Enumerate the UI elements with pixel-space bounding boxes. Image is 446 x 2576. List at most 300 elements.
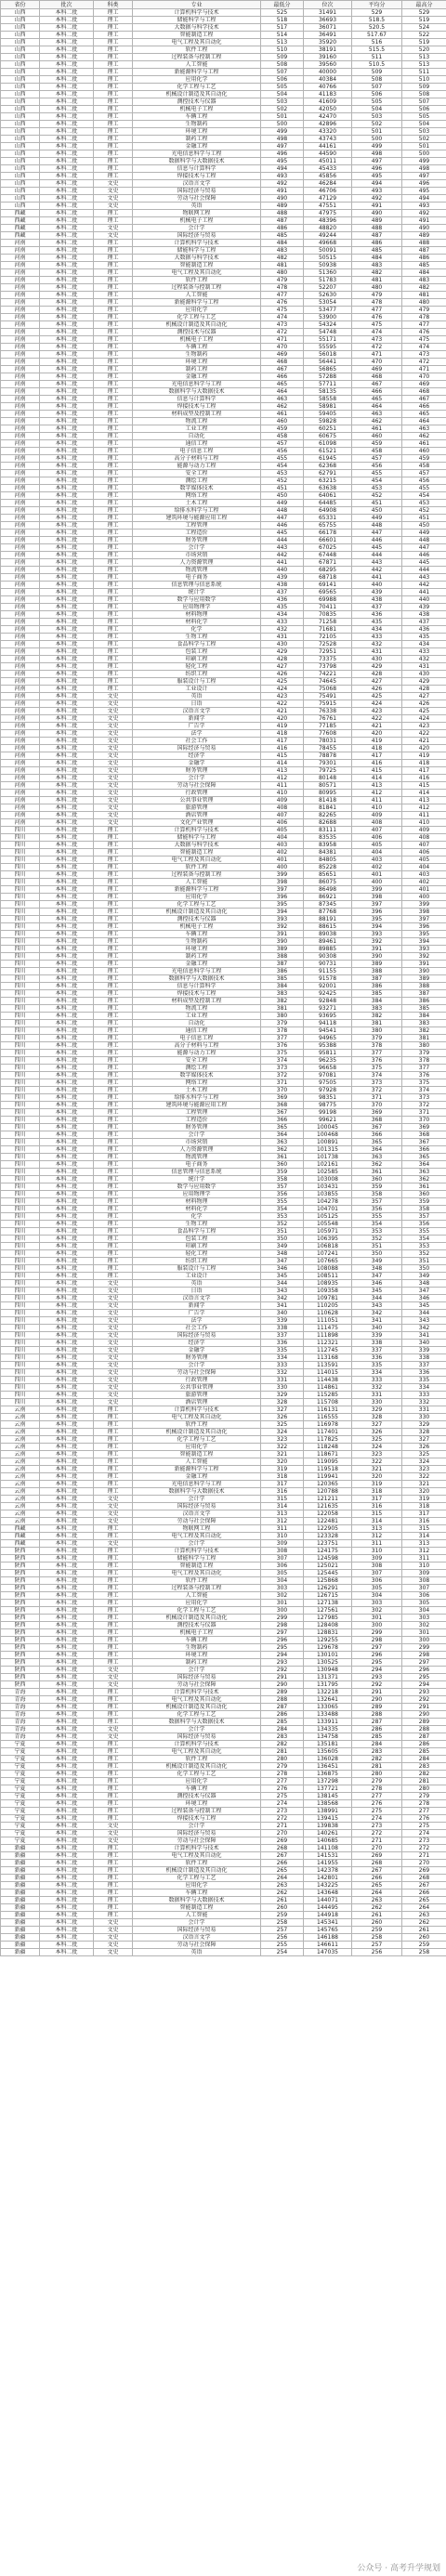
cell-rank: 123751: [304, 1540, 352, 1548]
cell-max-score: 491: [402, 217, 446, 225]
cell-subject: 理工: [94, 1763, 133, 1771]
table-row: [1, 953, 446, 961]
cell-max-score: 274: [402, 1830, 446, 1837]
cell-max-score: 264: [402, 1904, 446, 1912]
cell-major: 工业设计: [133, 1273, 261, 1280]
cell-subject: 理工: [94, 106, 133, 113]
cell-province: 河南: [1, 515, 40, 522]
cell-avg-score: 395: [352, 916, 402, 923]
cell-major: 新能源科学与工程: [133, 1466, 261, 1473]
table-row: [1, 909, 446, 916]
cell-max-score: 305: [402, 1600, 446, 1607]
cell-subject: 理工: [94, 76, 133, 84]
cell-max-score: 487: [402, 247, 446, 255]
table-row: [1, 165, 446, 173]
cell-province: 四川: [1, 1317, 40, 1325]
cell-subject: 文史: [94, 1384, 133, 1392]
cell-min-score: 505: [261, 84, 304, 91]
cell-batch: 本科二批: [40, 1273, 94, 1280]
cell-avg-score: 415: [352, 767, 402, 775]
cell-max-score: 311: [402, 1555, 446, 1563]
cell-subject: 理工: [94, 1198, 133, 1206]
cell-major: 计算机科学与技术: [133, 1689, 261, 1696]
cell-major: 机械电子工程: [133, 1629, 261, 1637]
cell-max-score: 498: [402, 165, 446, 173]
table-row: [1, 522, 446, 530]
cell-batch: 本科二批: [40, 760, 94, 767]
cell-rank: 117401: [304, 1429, 352, 1436]
cell-subject: 文史: [94, 1667, 133, 1674]
cell-province: 新疆: [1, 1852, 40, 1860]
cell-max-score: 290: [402, 1711, 446, 1719]
cell-avg-score: 334: [352, 1369, 402, 1377]
cell-rank: 121211: [304, 1496, 352, 1503]
cell-province: 云南: [1, 1496, 40, 1503]
cell-major: 材料物理: [133, 611, 261, 619]
cell-province: 青海: [1, 1704, 40, 1711]
cell-min-score: 510: [261, 46, 304, 54]
cell-min-score: 377: [261, 1035, 304, 1042]
cell-avg-score: 335: [352, 1362, 402, 1369]
table-row: [1, 1778, 446, 1785]
cell-province: 山西: [1, 158, 40, 165]
cell-batch: 本科二批: [40, 1644, 94, 1652]
table-row: [1, 1183, 446, 1191]
table-row: [1, 790, 446, 797]
cell-min-score: 509: [261, 54, 304, 61]
cell-rank: 141531: [304, 1852, 352, 1860]
cell-batch: 本科二批: [40, 492, 94, 500]
cell-province: 宁夏: [1, 1800, 40, 1808]
cell-batch: 本科二批: [40, 1154, 94, 1161]
cell-subject: 理工: [94, 477, 133, 485]
table-row: [1, 1042, 446, 1050]
cell-max-score: 269: [402, 1867, 446, 1875]
cell-major: 人工智能: [133, 1458, 261, 1466]
cell-major: 印刷工程: [133, 656, 261, 663]
cell-rank: 147035: [304, 1949, 352, 1956]
cell-min-score: 330: [261, 1384, 304, 1392]
table-row: [1, 98, 446, 106]
cell-major: 储能科学与工程: [133, 834, 261, 842]
cell-avg-score: 327: [352, 1421, 402, 1429]
cell-major: 电气工程及其自动化: [133, 1696, 261, 1704]
cell-batch: 本科二批: [40, 1934, 94, 1942]
cell-rank: 71258: [304, 619, 352, 626]
cell-max-score: 489: [402, 232, 446, 240]
cell-major: 计算机科学与技术: [133, 240, 261, 247]
cell-province: 山西: [1, 173, 40, 180]
cell-rank: 40384: [304, 76, 352, 84]
cell-subject: 理工: [94, 886, 133, 894]
cell-province: 西藏: [1, 1525, 40, 1533]
cell-batch: 本科二批: [40, 975, 94, 983]
cell-province: 宁夏: [1, 1748, 40, 1756]
cell-batch: 本科二批: [40, 1696, 94, 1704]
cell-major: 数据科学与大数据技术: [133, 388, 261, 396]
cell-rank: 146611: [304, 1942, 352, 1949]
cell-subject: 文史: [94, 738, 133, 745]
cell-province: 陕西: [1, 1667, 40, 1674]
cell-max-score: 386: [402, 998, 446, 1005]
cell-province: 新疆: [1, 1919, 40, 1927]
table-row: [1, 440, 446, 448]
cell-max-score: 344: [402, 1310, 446, 1317]
cell-province: 四川: [1, 1161, 40, 1169]
cell-batch: 本科二批: [40, 507, 94, 515]
table-row: [1, 975, 446, 983]
cell-min-score: 373: [261, 1065, 304, 1072]
cell-max-score: 524: [402, 24, 446, 32]
cell-subject: 文史: [94, 1674, 133, 1681]
cell-avg-score: 478: [352, 299, 402, 307]
cell-batch: 本科二批: [40, 329, 94, 336]
cell-min-score: 457: [261, 440, 304, 448]
cell-subject: 文史: [94, 1392, 133, 1399]
cell-province: 河南: [1, 463, 40, 470]
cell-min-score: 474: [261, 314, 304, 321]
table-row: [1, 671, 446, 678]
cell-avg-score: 457: [352, 455, 402, 463]
cell-batch: 本科二批: [40, 700, 94, 708]
cell-rank: 126715: [304, 1592, 352, 1600]
cell-rank: 42470: [304, 113, 352, 121]
cell-rank: 97505: [304, 1079, 352, 1087]
cell-rank: 66601: [304, 537, 352, 544]
cell-province: 西藏: [1, 232, 40, 240]
cell-major: 环境工程: [133, 359, 261, 366]
cell-avg-score: 490: [352, 210, 402, 217]
table-row: [1, 871, 446, 879]
cell-min-score: 280: [261, 1756, 304, 1763]
cell-subject: 理工: [94, 17, 133, 24]
cell-batch: 本科二批: [40, 225, 94, 232]
table-row: [1, 9, 446, 17]
cell-avg-score: 517.67: [352, 32, 402, 39]
cell-batch: 本科二批: [40, 180, 94, 188]
cell-province: 河南: [1, 403, 40, 411]
cell-batch: 本科二批: [40, 351, 94, 359]
cell-rank: 102161: [304, 1161, 352, 1169]
cell-avg-score: 484: [352, 255, 402, 262]
cell-major: 法学: [133, 1317, 261, 1325]
cell-province: 山西: [1, 91, 40, 98]
cell-province: 河南: [1, 544, 40, 552]
cell-province: 山西: [1, 195, 40, 203]
cell-batch: 本科二批: [40, 9, 94, 17]
table-row: [1, 240, 446, 247]
cell-max-score: 277: [402, 1808, 446, 1815]
cell-avg-score: 421: [352, 723, 402, 730]
table-row: [1, 46, 446, 54]
header-rank: 位次: [304, 1, 352, 9]
cell-rank: 43743: [304, 136, 352, 143]
cell-province: 河南: [1, 440, 40, 448]
cell-max-score: 308: [402, 1577, 446, 1585]
cell-min-score: 363: [261, 1139, 304, 1146]
cell-avg-score: 438: [352, 596, 402, 604]
cell-province: 陕西: [1, 1681, 40, 1689]
cell-min-score: 444: [261, 537, 304, 544]
cell-max-score: 476: [402, 329, 446, 336]
cell-batch: 本科二批: [40, 418, 94, 425]
cell-batch: 本科二批: [40, 91, 94, 98]
header-avg-score: 平均分: [352, 1, 402, 9]
cell-major: 材料成型及控制工程: [133, 998, 261, 1005]
cell-batch: 本科二批: [40, 1087, 94, 1094]
cell-major: 生物制药: [133, 121, 261, 128]
cell-province: 四川: [1, 1273, 40, 1280]
cell-rank: 98775: [304, 1102, 352, 1109]
cell-avg-score: 472: [352, 344, 402, 351]
cell-min-score: 496: [261, 150, 304, 158]
cell-major: 机械电子工程: [133, 923, 261, 931]
cell-max-score: 464: [402, 418, 446, 425]
cell-avg-score: 268: [352, 1860, 402, 1867]
cell-min-score: 460: [261, 418, 304, 425]
cell-province: 四川: [1, 1399, 40, 1406]
cell-major: 建筑环境与能源应用工程: [133, 1102, 261, 1109]
table-row: [1, 983, 446, 990]
cell-province: 河南: [1, 648, 40, 656]
cell-min-score: 456: [261, 448, 304, 455]
cell-rank: 65331: [304, 515, 352, 522]
cell-batch: 本科二批: [40, 1882, 94, 1890]
cell-avg-score: 390: [352, 953, 402, 961]
cell-province: 云南: [1, 1436, 40, 1444]
cell-max-score: 314: [402, 1533, 446, 1540]
cell-rank: 144495: [304, 1904, 352, 1912]
cell-avg-score: 338: [352, 1340, 402, 1347]
cell-max-score: 480: [402, 299, 446, 307]
cell-avg-score: 435: [352, 619, 402, 626]
cell-province: 四川: [1, 1288, 40, 1295]
cell-min-score: 424: [261, 686, 304, 693]
cell-major: 新闻学: [133, 1302, 261, 1310]
cell-major: 电气工程及其自动化: [133, 1852, 261, 1860]
cell-major: 电子商务: [133, 574, 261, 582]
table-row: [1, 559, 446, 567]
cell-subject: 理工: [94, 463, 133, 470]
cell-major: 旅游管理: [133, 804, 261, 812]
table-row: [1, 1882, 446, 1890]
cell-avg-score: 446: [352, 537, 402, 544]
cell-rank: 127138: [304, 1600, 352, 1607]
cell-batch: 本科二批: [40, 1072, 94, 1079]
cell-rank: 58135: [304, 388, 352, 396]
cell-batch: 本科二批: [40, 790, 94, 797]
table-row: [1, 544, 446, 552]
cell-subject: 文史: [94, 1503, 133, 1510]
cell-rank: 68295: [304, 567, 352, 574]
cell-batch: 本科二批: [40, 1243, 94, 1250]
cell-major: 机械电子工程: [133, 336, 261, 344]
cell-major: 酒店管理: [133, 812, 261, 819]
cell-max-score: 360: [402, 1191, 446, 1198]
cell-province: 山西: [1, 84, 40, 91]
cell-rank: 59405: [304, 411, 352, 418]
cell-min-score: 334: [261, 1354, 304, 1362]
cell-major: 英语: [133, 1280, 261, 1288]
cell-province: 云南: [1, 1488, 40, 1496]
cell-min-score: 270: [261, 1830, 304, 1837]
cell-batch: 本科二批: [40, 1332, 94, 1340]
cell-batch: 本科二批: [40, 797, 94, 804]
table-row: [1, 1065, 446, 1072]
cell-max-score: 455: [402, 485, 446, 492]
cell-avg-score: 365: [352, 1139, 402, 1146]
cell-rank: 128831: [304, 1629, 352, 1637]
table-row: [1, 39, 446, 46]
cell-subject: 理工: [94, 1250, 133, 1258]
cell-rank: 86921: [304, 894, 352, 901]
cell-min-score: 281: [261, 1748, 304, 1756]
cell-province: 山西: [1, 188, 40, 195]
cell-batch: 本科二批: [40, 1035, 94, 1042]
cell-province: 青海: [1, 1733, 40, 1741]
cell-major: 信息与计算科学: [133, 396, 261, 403]
cell-province: 山西: [1, 121, 40, 128]
cell-batch: 本科二批: [40, 373, 94, 381]
cell-major: 环境工程: [133, 128, 261, 136]
cell-avg-score: 380: [352, 1027, 402, 1035]
cell-subject: 理工: [94, 143, 133, 150]
cell-avg-score: 258: [352, 1934, 402, 1942]
cell-min-score: 341: [261, 1302, 304, 1310]
table-row: [1, 1622, 446, 1629]
cell-avg-score: 501: [352, 128, 402, 136]
cell-min-score: 468: [261, 359, 304, 366]
cell-province: 河南: [1, 366, 40, 373]
cell-min-score: 312: [261, 1518, 304, 1525]
table-row: [1, 1109, 446, 1117]
cell-avg-score: 281: [352, 1763, 402, 1771]
cell-min-score: 413: [261, 767, 304, 775]
cell-max-score: 326: [402, 1444, 446, 1451]
cell-major: 软件工程: [133, 1577, 261, 1585]
cell-province: 山西: [1, 24, 40, 32]
cell-rank: 92425: [304, 990, 352, 998]
cell-province: 宁夏: [1, 1741, 40, 1748]
cell-major: 焊接技术与工程: [133, 173, 261, 180]
cell-batch: 本科二批: [40, 1837, 94, 1845]
cell-subject: 文史: [94, 195, 133, 203]
cell-max-score: 315: [402, 1525, 446, 1533]
cell-max-score: 273: [402, 1837, 446, 1845]
cell-rank: 87345: [304, 901, 352, 909]
cell-rank: 145765: [304, 1927, 352, 1934]
cell-batch: 本科二批: [40, 842, 94, 849]
cell-min-score: 447: [261, 515, 304, 522]
cell-major: 新能源科学与工程: [133, 886, 261, 894]
cell-rank: 84805: [304, 856, 352, 864]
table-row: [1, 938, 446, 946]
cell-batch: 本科二批: [40, 1860, 94, 1867]
cell-min-score: 329: [261, 1392, 304, 1399]
cell-min-score: 497: [261, 143, 304, 150]
cell-province: 青海: [1, 1719, 40, 1726]
cell-min-score: 290: [261, 1681, 304, 1689]
cell-subject: 理工: [94, 567, 133, 574]
cell-max-score: 435: [402, 634, 446, 641]
cell-min-score: 266: [261, 1860, 304, 1867]
cell-rank: 142378: [304, 1867, 352, 1875]
cell-subject: 理工: [94, 916, 133, 923]
cell-major: 应用化学: [133, 1600, 261, 1607]
cell-min-score: 490: [261, 195, 304, 203]
cell-max-score: 322: [402, 1473, 446, 1481]
cell-avg-score: 321: [352, 1466, 402, 1473]
cell-subject: 理工: [94, 1748, 133, 1756]
cell-avg-score: 460: [352, 433, 402, 440]
table-row: [1, 1570, 446, 1577]
cell-min-score: 307: [261, 1555, 304, 1563]
cell-max-score: 362: [402, 1176, 446, 1183]
cell-avg-score: 270: [352, 1845, 402, 1852]
cell-major: 制药工程: [133, 1659, 261, 1667]
cell-province: 山西: [1, 76, 40, 84]
cell-rank: 129255: [304, 1637, 352, 1644]
cell-avg-score: 310: [352, 1548, 402, 1555]
cell-subject: 理工: [94, 1005, 133, 1013]
cell-subject: 理工: [94, 611, 133, 619]
cell-province: 河南: [1, 790, 40, 797]
table-row: [1, 1600, 446, 1607]
cell-major: 车辆工程: [133, 113, 261, 121]
cell-rank: 62791: [304, 470, 352, 477]
table-row: [1, 582, 446, 589]
cell-rank: 101315: [304, 1146, 352, 1154]
cell-max-score: 339: [402, 1347, 446, 1354]
cell-max-score: 350: [402, 1265, 446, 1273]
cell-subject: 理工: [94, 1131, 133, 1139]
cell-batch: 本科二批: [40, 455, 94, 463]
cell-min-score: 304: [261, 1577, 304, 1585]
cell-min-score: 400: [261, 864, 304, 871]
cell-min-score: 437: [261, 589, 304, 596]
table-row: [1, 1904, 446, 1912]
cell-avg-score: 466: [352, 388, 402, 396]
cell-min-score: 319: [261, 1466, 304, 1473]
cell-subject: 理工: [94, 485, 133, 492]
cell-rank: 146188: [304, 1934, 352, 1942]
cell-avg-score: 282: [352, 1756, 402, 1763]
cell-major: 信息与计算科学: [133, 983, 261, 990]
table-row: [1, 1473, 446, 1481]
cell-major: 智能制造工程: [133, 1451, 261, 1458]
cell-batch: 本科二批: [40, 804, 94, 812]
cell-major: 轻化工程: [133, 1250, 261, 1258]
cell-max-score: 452: [402, 507, 446, 515]
cell-major: 数据科学与大数据技术: [133, 1488, 261, 1496]
cell-batch: 本科二批: [40, 269, 94, 277]
cell-rank: 46706: [304, 188, 352, 195]
cell-subject: 理工: [94, 1191, 133, 1198]
cell-min-score: 384: [261, 983, 304, 990]
cell-min-score: 425: [261, 678, 304, 686]
table-row: [1, 1652, 446, 1659]
cell-province: 山西: [1, 98, 40, 106]
table-row: [1, 1332, 446, 1340]
cell-min-score: 423: [261, 693, 304, 700]
cell-max-score: 408: [402, 834, 446, 842]
cell-batch: 本科二批: [40, 1250, 94, 1258]
cell-subject: 理工: [94, 998, 133, 1005]
cell-min-score: 332: [261, 1369, 304, 1377]
cell-major: 劳动与社会保障: [133, 195, 261, 203]
cell-max-score: 513: [402, 61, 446, 69]
table-row: [1, 284, 446, 292]
